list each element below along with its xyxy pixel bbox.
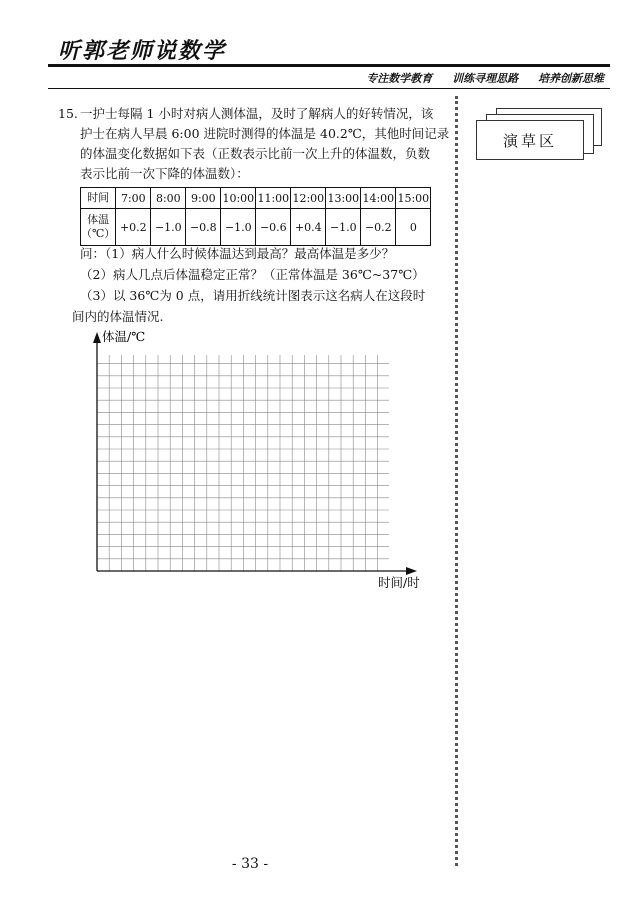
change-cell: −1.0 bbox=[151, 209, 186, 246]
time-cell: 7:00 bbox=[116, 188, 151, 209]
slogan-2: 训练寻理思路 bbox=[452, 72, 519, 85]
change-cell: −0.6 bbox=[256, 209, 291, 246]
time-cell: 8:00 bbox=[151, 188, 186, 209]
question-2: （2）病人几点后体温稳定正常？（正常体温是 36℃~37℃） bbox=[80, 267, 425, 282]
change-cell: +0.2 bbox=[116, 209, 151, 246]
change-cell: +0.4 bbox=[291, 209, 326, 246]
time-cell: 13:00 bbox=[326, 188, 361, 209]
header-slogans bbox=[350, 70, 604, 86]
grid bbox=[97, 355, 389, 571]
time-cell: 11:00 bbox=[256, 188, 291, 209]
change-cell: −1.0 bbox=[326, 209, 361, 246]
change-cell: −0.8 bbox=[186, 209, 221, 246]
question-number: 15. bbox=[58, 106, 78, 121]
x-axis-label: 时间/时 bbox=[378, 575, 420, 590]
time-cell: 12:00 bbox=[291, 188, 326, 209]
slogan-1: 专注数学教育 bbox=[366, 72, 433, 85]
scratch-area-tab bbox=[474, 108, 604, 158]
time-cell: 10:00 bbox=[221, 188, 256, 209]
header-rule bbox=[48, 64, 610, 67]
page-number: - 33 - bbox=[231, 856, 269, 872]
time-cell: 15:00 bbox=[396, 188, 431, 209]
blank-line-chart-grid bbox=[60, 325, 440, 595]
problem-line-1-text: 一护士每隔 1 小时对病人测体温，及时了解病人的好转情况，该 bbox=[80, 106, 434, 121]
change-cell: −0.2 bbox=[361, 209, 396, 246]
question-3-cont: 间内的体温情况. bbox=[72, 309, 164, 324]
header-subrule bbox=[48, 88, 610, 89]
problem-line-2: 护士在病人早晨 6:00 进院时测得的体温是 40.2℃，其他时间记录 bbox=[80, 126, 450, 141]
problem-line-3: 的体温变化数据如下表（正数表示比前一次上升的体温数，负数 bbox=[80, 146, 431, 161]
change-cell: 0 bbox=[396, 209, 431, 246]
problem-text bbox=[58, 104, 450, 184]
slogan-3: 培养创新思维 bbox=[538, 72, 604, 85]
problem-line-1 bbox=[58, 104, 450, 124]
change-cell: −1.0 bbox=[221, 209, 256, 246]
time-cell: 9:00 bbox=[186, 188, 221, 209]
temp-header: 体温 （℃） bbox=[81, 209, 116, 246]
brand-title: 听郭老师说数学 bbox=[58, 39, 227, 64]
y-axis-label: 体温/℃ bbox=[102, 329, 146, 344]
column-divider bbox=[455, 96, 458, 866]
time-cell: 14:00 bbox=[361, 188, 396, 209]
x-axis-arrow bbox=[406, 567, 417, 575]
change-row bbox=[81, 209, 431, 246]
time-row bbox=[81, 188, 431, 209]
time-header: 时间 bbox=[81, 188, 116, 209]
questions bbox=[72, 243, 426, 327]
scratch-label: 演草区 bbox=[476, 120, 584, 160]
problem-line-4: 表示比前一次下降的体温数）： bbox=[80, 166, 249, 181]
question-1: 问：（1）病人什么时候体温达到最高？最高体温是多少？ bbox=[80, 246, 395, 261]
temperature-table bbox=[80, 187, 431, 246]
question-3: （3）以 36℃为 0 点，请用折线统计图表示这名病人在这段时 bbox=[80, 288, 426, 303]
y-axis-arrow bbox=[93, 332, 101, 343]
